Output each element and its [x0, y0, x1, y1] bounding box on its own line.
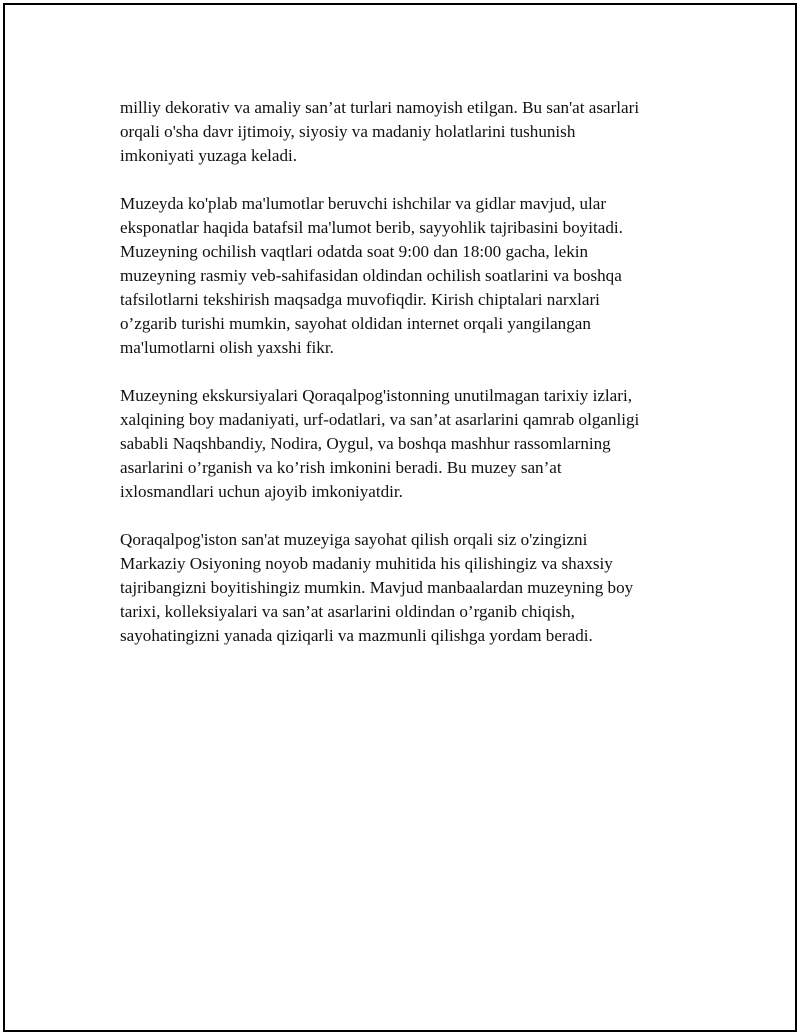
text-line: milliy dekorativ va amaliy san’at turlari namoyish etilgan. Bu san'at asarlari [120, 98, 640, 117]
text-line: tarixi, kolleksiyalari va san’at asarlarini oldindan o’rganib chiqish, [120, 602, 575, 621]
text-line: orqali o'sha davr ijtimoiy, siyosiy va madaniy holatlarini tushunish [120, 122, 576, 141]
text-line: Markaziy Osiyoning noyob madaniy muhitida his qilishingiz va shaxsiy [120, 554, 613, 573]
text-line: Muzeyda ko'plab ma'lumotlar beruvchi ishchilar va gidlar mavjud, ular [120, 194, 607, 213]
text-line: muzeyning rasmiy veb-sahifasidan oldindan ochilish soatlarini va boshqa [120, 266, 622, 285]
text-line: eksponatlar haqida batafsil ma'lumot berib, sayyohlik tajribasini boyitadi. [120, 218, 623, 237]
text-line: sayohatingizni yanada qiziqarli va mazmunli qilishga yordam beradi. [120, 626, 593, 645]
paragraph-guides-and-hours [120, 192, 705, 360]
text-line: xalqining boy madaniyati, urf-odatlari, va san’at asarlarini qamrab olganligi [120, 410, 640, 429]
text-line: tafsilotlarni tekshirish maqsadga muvofiqdir. Kirish chiptalari narxlari [120, 290, 600, 309]
text-line: ma'lumotlarni olish yaxshi fikr. [120, 338, 334, 357]
paragraph-art-forms [120, 96, 705, 168]
paragraph-excursions [120, 384, 705, 504]
text-line: sababli Naqshbandiy, Nodira, Oygul, va boshqa mashhur rassomlarning [120, 434, 611, 453]
text-line: imkoniyati yuzaga keladi. [120, 146, 298, 165]
text-line: Muzeyning ochilish vaqtlari odatda soat 9:00 dan 18:00 gacha, lekin [120, 242, 589, 261]
text-line: o’zgarib turishi mumkin, sayohat oldidan internet orqali yangilangan [120, 314, 591, 333]
text-line: tajribangizni boyitishingiz mumkin. Mavjud manbaalardan muzeyning boy [120, 578, 634, 597]
paragraph-conclusion [120, 528, 705, 648]
text-line: ixlosmandlari uchun ajoyib imkoniyatdir. [120, 482, 403, 501]
text-line: Muzeyning ekskursiyalari Qoraqalpog'istonning unutilmagan tarixiy izlari, [120, 386, 632, 405]
text-line: asarlarini o’rganish va ko’rish imkonini beradi. Bu muzey san’at [120, 458, 562, 477]
document-body [120, 96, 705, 672]
document-page [3, 3, 797, 1032]
text-line: Qoraqalpog'iston san'at muzeyiga sayohat qilish orqali siz o'zingizni [120, 530, 588, 549]
